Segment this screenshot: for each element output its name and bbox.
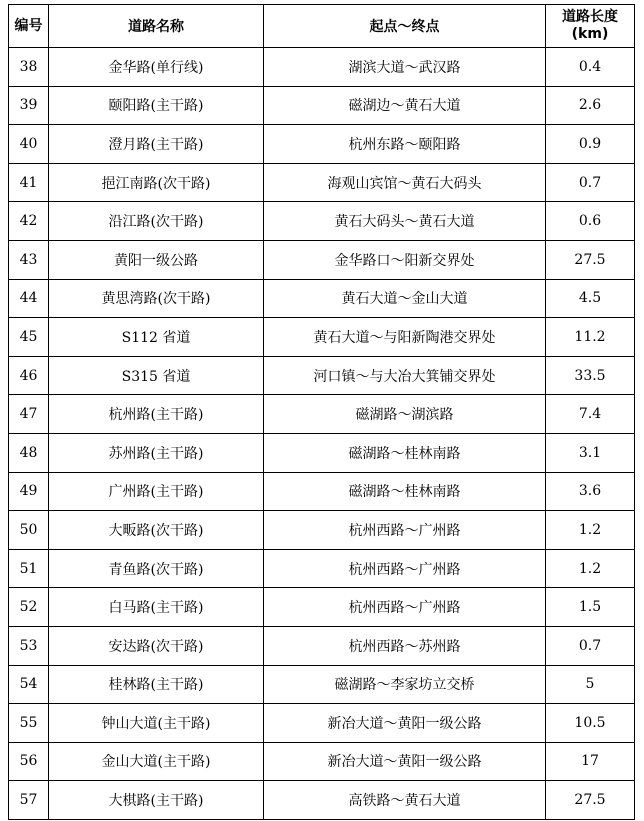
cell-road-name: 钟山大道(主干路) — [49, 704, 264, 743]
table-row — [9, 86, 635, 125]
cell-start-end: 杭州西路～广州路 — [264, 511, 546, 550]
cell-start-end: 杭州西路～广州路 — [264, 588, 546, 627]
cell-length: 7.4 — [546, 395, 635, 434]
cell-start-end: 杭州东路～颐阳路 — [264, 125, 546, 164]
cell-length: 4.5 — [546, 279, 635, 318]
cell-length: 0.4 — [546, 48, 635, 87]
cell-start-end: 黄石大码头～黄石大道 — [264, 202, 546, 241]
cell-start-end: 黄石大道～与阳新陶港交界处 — [264, 318, 546, 357]
cell-start-end: 杭州西路～广州路 — [264, 549, 546, 588]
cell-id: 43 — [9, 240, 49, 279]
cell-length: 1.2 — [546, 511, 635, 550]
cell-length: 1.2 — [546, 549, 635, 588]
cell-road-name: 澄月路(主干路) — [49, 125, 264, 164]
table-row — [9, 48, 635, 87]
cell-start-end: 金华路口～阳新交界处 — [264, 240, 546, 279]
cell-road-name: 大棋路(主干路) — [49, 781, 264, 820]
table-row — [9, 588, 635, 627]
cell-road-name: 安达路(次干路) — [49, 626, 264, 665]
table-row — [9, 433, 635, 472]
header-range: 起点～终点 — [264, 5, 546, 48]
table-row — [9, 472, 635, 511]
cell-start-end: 磁湖路～李家坊立交桥 — [264, 665, 546, 704]
cell-id: 49 — [9, 472, 49, 511]
table-row — [9, 125, 635, 164]
cell-road-name: S315 省道 — [49, 356, 264, 395]
cell-road-name: 黄思湾路(次干路) — [49, 279, 264, 318]
cell-start-end: 河口镇～与大冶大箕铺交界处 — [264, 356, 546, 395]
cell-length: 3.6 — [546, 472, 635, 511]
cell-id: 41 — [9, 163, 49, 202]
cell-start-end: 湖滨大道～武汉路 — [264, 48, 546, 87]
cell-id: 52 — [9, 588, 49, 627]
table-row — [9, 356, 635, 395]
cell-length: 27.5 — [546, 240, 635, 279]
cell-id: 47 — [9, 395, 49, 434]
cell-length: 0.7 — [546, 163, 635, 202]
table-row — [9, 318, 635, 357]
cell-start-end: 磁湖路～湖滨路 — [264, 395, 546, 434]
cell-id: 57 — [9, 781, 49, 820]
cell-id: 40 — [9, 125, 49, 164]
table-row — [9, 549, 635, 588]
table-row — [9, 279, 635, 318]
cell-start-end: 新冶大道～黄阳一级公路 — [264, 742, 546, 781]
header-length: 道路长度(km) — [546, 5, 635, 48]
cell-road-name: 大畈路(次干路) — [49, 511, 264, 550]
cell-length: 33.5 — [546, 356, 635, 395]
table-row — [9, 704, 635, 743]
cell-start-end: 磁湖路～桂林南路 — [264, 433, 546, 472]
table-header-row — [9, 5, 635, 48]
cell-start-end: 磁湖边～黄石大道 — [264, 86, 546, 125]
table-row — [9, 163, 635, 202]
cell-id: 38 — [9, 48, 49, 87]
cell-id: 56 — [9, 742, 49, 781]
cell-start-end: 海观山宾馆～黄石大码头 — [264, 163, 546, 202]
cell-length: 17 — [546, 742, 635, 781]
cell-length: 1.5 — [546, 588, 635, 627]
cell-id: 51 — [9, 549, 49, 588]
cell-length: 0.9 — [546, 125, 635, 164]
table-row — [9, 665, 635, 704]
cell-road-name: 沿江路(次干路) — [49, 202, 264, 241]
table-row — [9, 240, 635, 279]
cell-id: 53 — [9, 626, 49, 665]
cell-road-name: 苏州路(主干路) — [49, 433, 264, 472]
table-row — [9, 202, 635, 241]
cell-id: 46 — [9, 356, 49, 395]
cell-road-name: 青鱼路(次干路) — [49, 549, 264, 588]
cell-length: 27.5 — [546, 781, 635, 820]
cell-id: 50 — [9, 511, 49, 550]
road-table — [8, 4, 635, 820]
table-row — [9, 626, 635, 665]
cell-id: 48 — [9, 433, 49, 472]
cell-road-name: 颐阳路(主干路) — [49, 86, 264, 125]
cell-length: 5 — [546, 665, 635, 704]
cell-length: 0.6 — [546, 202, 635, 241]
cell-road-name: 金华路(单行线) — [49, 48, 264, 87]
table-row — [9, 781, 635, 820]
table-row — [9, 742, 635, 781]
cell-id: 45 — [9, 318, 49, 357]
cell-id: 42 — [9, 202, 49, 241]
cell-start-end: 新冶大道～黄阳一级公路 — [264, 704, 546, 743]
cell-id: 54 — [9, 665, 49, 704]
cell-road-name: 杭州路(主干路) — [49, 395, 264, 434]
cell-length: 11.2 — [546, 318, 635, 357]
table-row — [9, 395, 635, 434]
header-id: 编号 — [9, 5, 49, 48]
cell-road-name: 白马路(主干路) — [49, 588, 264, 627]
header-name: 道路名称 — [49, 5, 264, 48]
cell-start-end: 黄石大道～金山大道 — [264, 279, 546, 318]
cell-length: 0.7 — [546, 626, 635, 665]
cell-start-end: 磁湖路～桂林南路 — [264, 472, 546, 511]
cell-road-name: 广州路(主干路) — [49, 472, 264, 511]
cell-road-name: 金山大道(主干路) — [49, 742, 264, 781]
cell-start-end: 杭州西路～苏州路 — [264, 626, 546, 665]
cell-road-name: S112 省道 — [49, 318, 264, 357]
cell-start-end: 高铁路～黄石大道 — [264, 781, 546, 820]
table-row — [9, 511, 635, 550]
cell-road-name: 黄阳一级公路 — [49, 240, 264, 279]
cell-length: 10.5 — [546, 704, 635, 743]
cell-id: 39 — [9, 86, 49, 125]
cell-length: 2.6 — [546, 86, 635, 125]
cell-id: 44 — [9, 279, 49, 318]
cell-length: 3.1 — [546, 433, 635, 472]
cell-road-name: 桂林路(主干路) — [49, 665, 264, 704]
cell-id: 55 — [9, 704, 49, 743]
cell-road-name: 挹江南路(次干路) — [49, 163, 264, 202]
